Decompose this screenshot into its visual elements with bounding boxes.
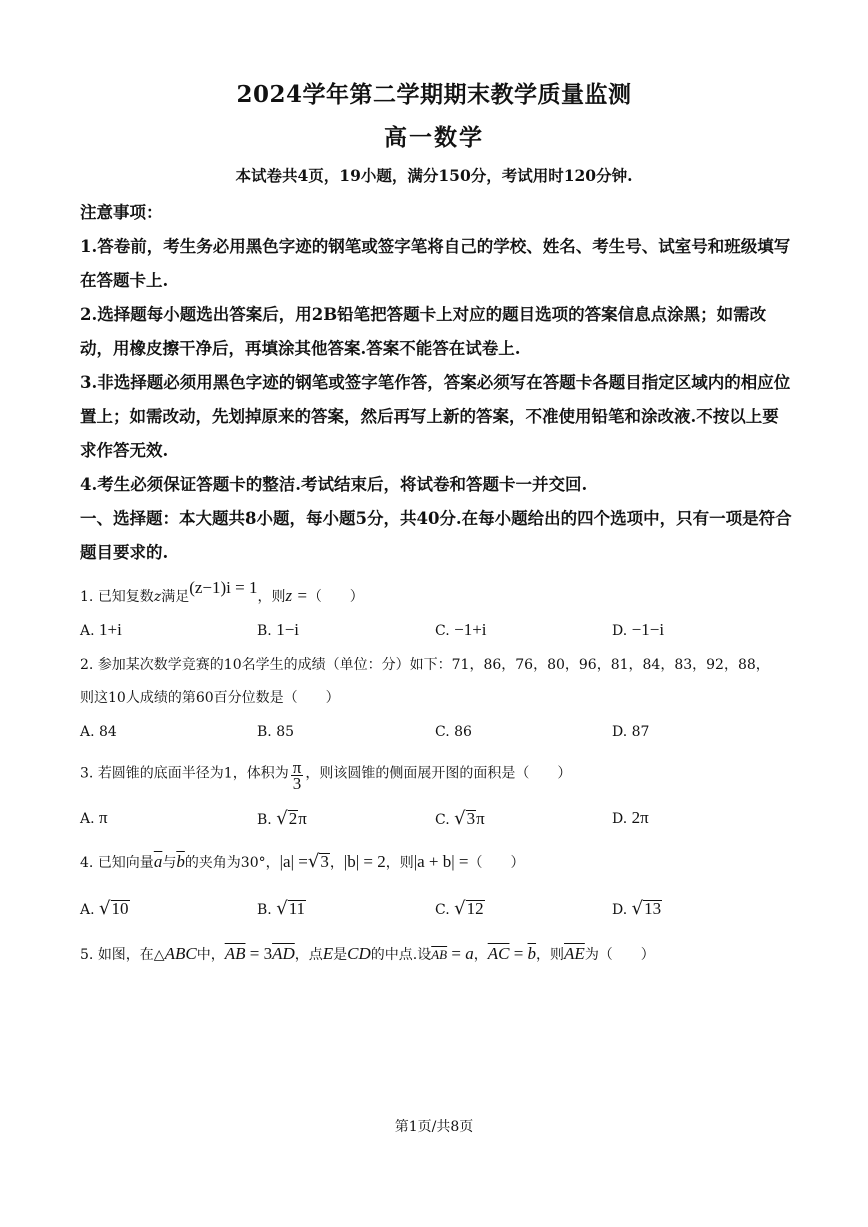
q3-option-c: C. √3π [435, 808, 485, 829]
q1-option-a: A. 1+i [80, 620, 122, 639]
q4-option-d: D. √13 [612, 898, 662, 919]
subject-title: 高一数学 [384, 124, 484, 151]
question-number: 4. [80, 855, 94, 871]
question-number: 5. [80, 947, 94, 963]
question-4: 4. 已知向量$\overline{a}$与$\overline{b}$的夹角为30°，|a| =√3，|b| = 2，则|a + b| =（ ） [80, 851, 525, 872]
notice-item-1: 1.答卷前，考生务必用黑色字迹的钢笔或签字笔将自己的学校、姓名、考生号、试室号和班级填写在答题卡上. [80, 237, 791, 290]
q3-option-b: B. √2π [257, 808, 307, 829]
q1-option-b: B. 1−i [257, 620, 300, 639]
fraction: $\frac{\pi}{3}$ [292, 758, 302, 793]
notice-item-4: 4.考生必须保证答题卡的整洁.考试结束后，将试卷和答题卡一并交回. [80, 475, 588, 494]
q4-option-a: A. √10 [80, 898, 129, 919]
q3-option-d: D. 2π [612, 808, 649, 827]
q4-option-c: C. √12 [435, 898, 484, 919]
exam-title: 2024学年第二学期期末教学质量监测 [236, 81, 632, 108]
section-heading: 一、选择题：本大题共8小题，每小题5分，共40分.在每小题给出的四个选项中，只有一项是符合题目要求的. [80, 509, 792, 562]
notice-item-2: 2.选择题每小题选出答案后，用2B铅笔把答题卡上对应的题目选项的答案信息点涂黑；如需改动，用橡皮擦干净后，再填涂其他答案.答案不能答在试卷上. [80, 305, 767, 358]
question-3: 3. 若圆锥的底面半径为1，体积为 $\frac{\pi}{3}$ ，则该圆锥的侧面展开图的面积是（ ） [80, 758, 572, 793]
q2-option-a: A. 84 [80, 724, 117, 740]
q2-option-c: C. 86 [435, 724, 472, 740]
question-2-line-2: 则这10人成绩的第60百分位数是（ ） [80, 690, 340, 706]
q1-option-c: C. −1+i [435, 620, 487, 639]
q4-option-b: B. √11 [257, 898, 306, 919]
notice-heading: 注意事项： [80, 203, 163, 222]
question-number: 3. [80, 765, 94, 782]
q1-option-d: D. −1−i [612, 620, 665, 639]
page-footer: 第1页/共8页 [394, 1119, 474, 1135]
question-1: 1. 已知复数z满足(z−1)i = 1，则z =（ ） [80, 578, 364, 605]
q2-option-b: B. 85 [257, 724, 295, 740]
notice-item-3: 3.非选择题必须用黑色字迹的钢笔或签字笔作答，答案必须写在答题卡各题目指定区域内的相应位置上；如需改动，先划掉原来的答案，然后再写上新的答案，不准使用铅笔和涂改液.不按以上要求作答无效. [80, 373, 791, 460]
q3-option-a: A. π [80, 808, 108, 827]
question-5: 5. 如图，在△ABC中，$\overline{AB} = 3\overline{AD}$，点E是CD的中点.设$\overline{AB} = a$，$\overline{AC} = \overline{b}$，则$\overline{AE}$为（ ） [80, 944, 655, 963]
exam-info: 本试卷共4页，19小题，满分150分，考试用时120分钟. [235, 166, 633, 185]
q2-option-d: D. 87 [612, 724, 650, 740]
question-number: 2. [80, 657, 94, 673]
equation: (z−1)i = 1 [189, 578, 258, 597]
question-number: 1. [80, 589, 94, 605]
question-2: 2. 参加某次数学竞赛的10名学生的成绩（单位：分）如下：71，86，76，80，96，81，84，83，92，88， [80, 657, 770, 673]
